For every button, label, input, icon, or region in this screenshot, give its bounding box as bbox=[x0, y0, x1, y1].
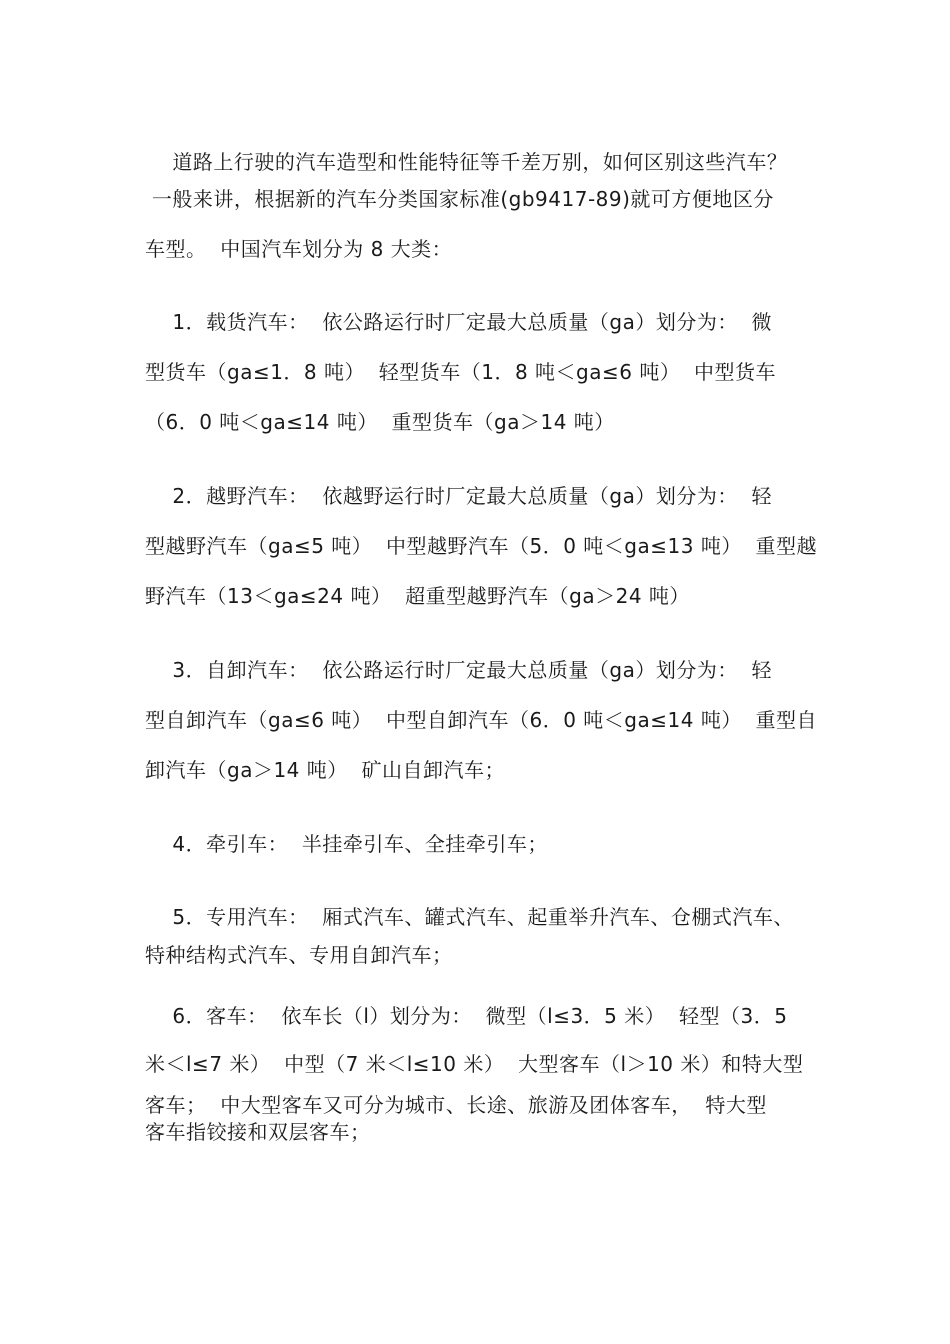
category-2-line-1: 2．越野汽车： 依越野运行时厂定最大总质量（ga）划分为： 轻 bbox=[145, 484, 773, 508]
category-2-line-2: 型越野汽车（ga≤5 吨） 中型越野汽车（5．0 吨＜ga≤13 吨） 重型越 bbox=[145, 534, 818, 558]
category-6-line-2: 米＜l≤7 米） 中型（7 米＜l≤10 米） 大型客车（l＞10 米）和特大型 bbox=[145, 1052, 804, 1076]
category-1-line-3: （6．0 吨＜ga≤14 吨） 重型货车（ga＞14 吨） bbox=[145, 410, 615, 434]
category-3-line-2: 型自卸汽车（ga≤6 吨） 中型自卸汽车（6．0 吨＜ga≤14 吨） 重型自 bbox=[145, 708, 818, 732]
category-5-line-1: 5．专用汽车： 厢式汽车、罐式汽车、起重举升汽车、仓棚式汽车、 bbox=[145, 905, 794, 929]
intro-line-3: 车型。 中国汽车划分为 8 大类： bbox=[145, 237, 453, 261]
category-3-line-1: 3．自卸汽车： 依公路运行时厂定最大总质量（ga）划分为： 轻 bbox=[145, 658, 773, 682]
category-1-line-1: 1．载货汽车： 依公路运行时厂定最大总质量（ga）划分为： 微 bbox=[145, 310, 773, 334]
category-2-line-3: 野汽车（13＜ga≤24 吨） 超重型越野汽车（ga＞24 吨） bbox=[145, 584, 690, 608]
category-1-line-2: 型货车（ga≤1．8 吨） 轻型货车（1．8 吨＜ga≤6 吨） 中型货车 bbox=[145, 360, 777, 384]
intro-line-2: 一般来讲，根据新的汽车分类国家标准(gb9417-89)就可方便地区分 bbox=[145, 187, 774, 211]
category-6-line-4: 客车指铰接和双层客车； bbox=[145, 1120, 371, 1144]
intro-line-1: 道路上行驶的汽车造型和性能特征等千差万别，如何区别这些汽车？ bbox=[145, 150, 788, 174]
category-3-line-3: 卸汽车（ga＞14 吨） 矿山自卸汽车； bbox=[145, 758, 505, 782]
category-6-line-3: 客车； 中大型客车又可分为城市、长途、旅游及团体客车， 特大型 bbox=[145, 1093, 767, 1117]
category-4-line-1: 4．牵引车： 半挂牵引车、全挂牵引车； bbox=[145, 832, 548, 856]
category-6-line-1: 6．客车： 依车长（l）划分为： 微型（l≤3．5 米） 轻型（3．5 bbox=[145, 1004, 788, 1028]
category-5-line-2: 特种结构式汽车、专用自卸汽车； bbox=[145, 943, 453, 967]
